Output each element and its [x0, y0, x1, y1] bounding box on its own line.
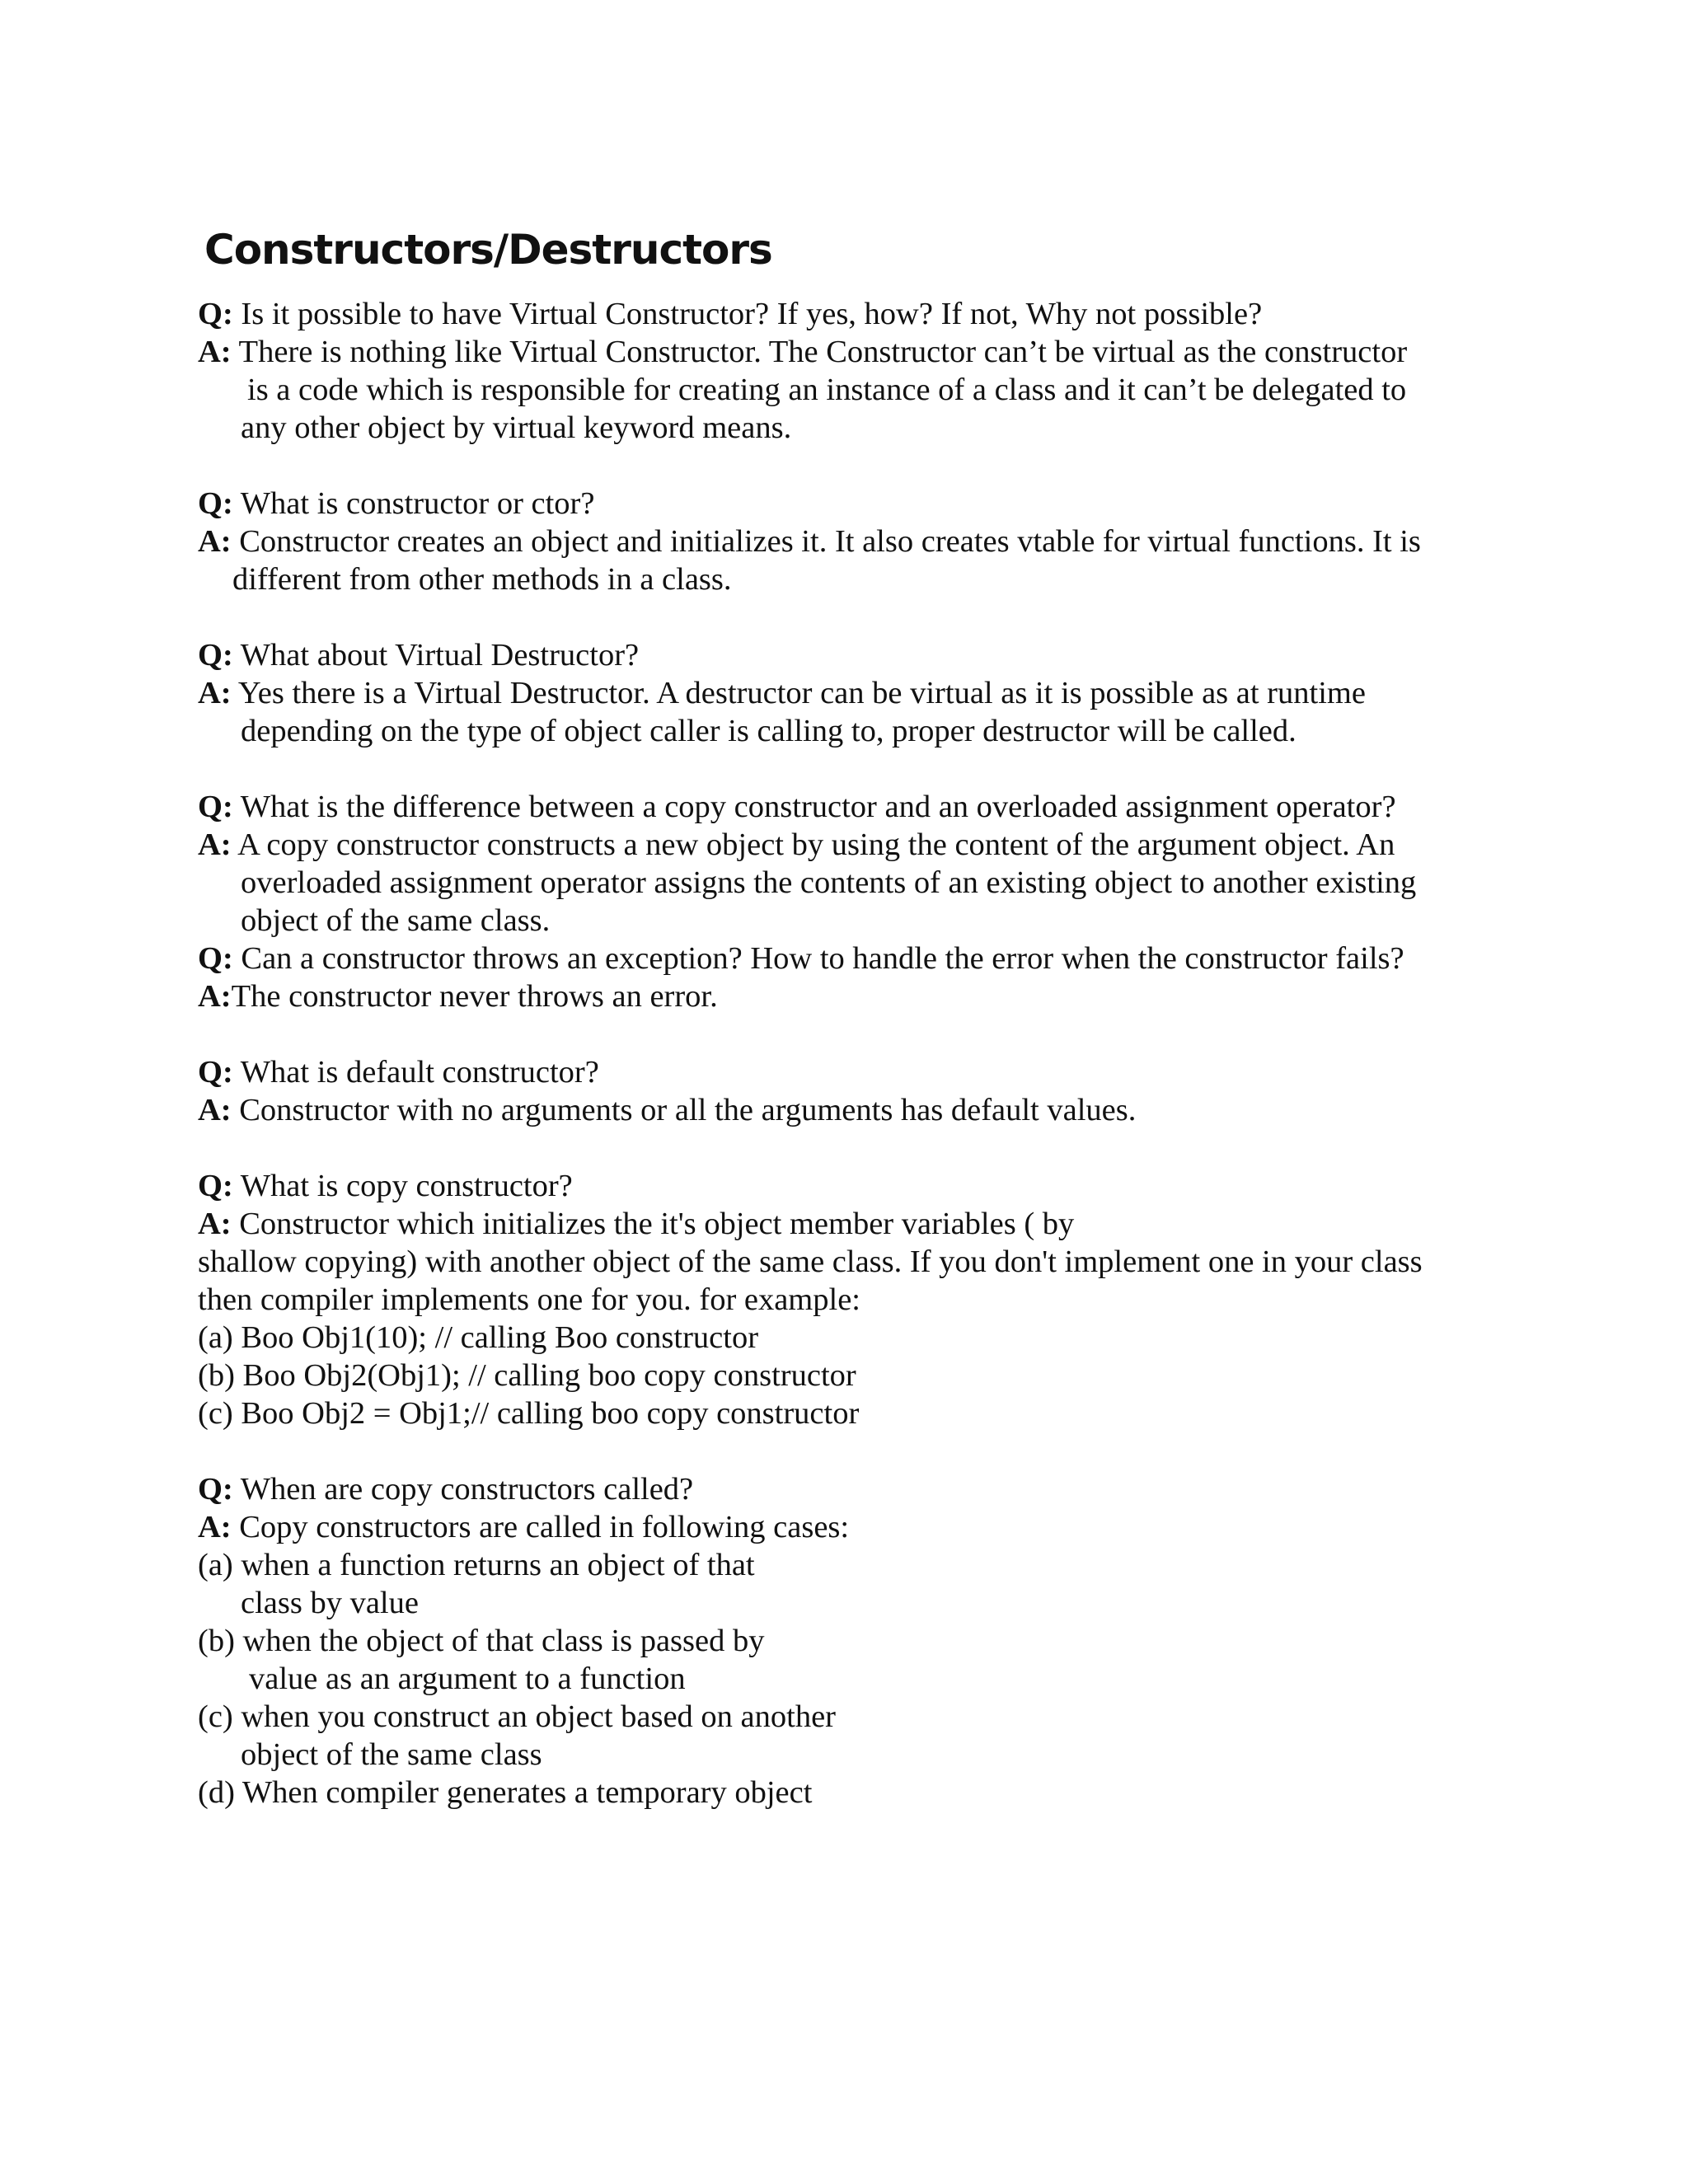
- spacer: [198, 1129, 1517, 1167]
- question-text: What about Virtual Destructor?: [232, 638, 640, 673]
- a-label: A:: [198, 676, 232, 710]
- answer-line: [198, 1205, 1517, 1243]
- answer-line: [198, 1091, 1517, 1129]
- a-label: A:: [198, 524, 232, 559]
- answer-text: Constructor creates an object and initializes it. It also creates vtable for virtual functions. It is: [231, 524, 1421, 559]
- question-text: What is copy constructor?: [232, 1169, 573, 1203]
- answer-line: [198, 977, 1517, 1015]
- q-label: Q:: [198, 1169, 233, 1203]
- question-text: Is it possible to have Virtual Constructor? If yes, how? If not, Why not possible?: [232, 297, 1263, 331]
- answer-continuation: different from other methods in a class.: [232, 562, 732, 597]
- question-line: [198, 940, 1517, 977]
- q-label: Q:: [198, 297, 233, 331]
- question-text: Can a constructor throws an exception? How to handle the error when the constructor fails?: [232, 941, 1404, 976]
- q-label: Q:: [198, 486, 233, 521]
- answer-line: [198, 674, 1517, 712]
- question-line: [198, 636, 1517, 674]
- case-line: (b) when the object of that class is passed by: [198, 1624, 765, 1658]
- question-text: What is default constructor?: [232, 1055, 599, 1090]
- qa-content: [198, 295, 1517, 1811]
- question-line: [198, 1167, 1517, 1205]
- q-label: Q:: [198, 1055, 233, 1090]
- question-line: [198, 485, 1517, 523]
- answer-continuation: object of the same class.: [241, 903, 551, 938]
- a-label: A:: [198, 979, 232, 1014]
- case-line: (c) when you construct an object based on another: [198, 1699, 837, 1734]
- question-text: When are copy constructors called?: [232, 1472, 694, 1507]
- a-label: A:: [198, 1093, 232, 1127]
- answer-continuation: depending on the type of object caller is calling to, proper destructor will be called.: [241, 714, 1296, 748]
- answer-continuation: is a code which is responsible for creating an instance of a class and it can’t be delegated to: [247, 373, 1407, 407]
- question-text: What is the difference between a copy constructor and an overloaded assignment operator?: [232, 790, 1396, 824]
- answer-text-line: then compiler implements one for you. for example:: [198, 1282, 860, 1317]
- spacer: [198, 1432, 1517, 1470]
- question-line: [198, 295, 1517, 333]
- example-line: (a) Boo Obj1(10); // calling Boo constructor: [198, 1320, 759, 1355]
- case-continuation: object of the same class: [241, 1737, 542, 1772]
- a-label: A:: [198, 827, 232, 862]
- question-text: What is constructor or ctor?: [232, 486, 595, 521]
- answer-text: A copy constructor constructs a new object by using the content of the argument object. An: [231, 827, 1395, 862]
- answer-text: Copy constructors are called in following cases:: [231, 1510, 850, 1544]
- case-continuation: class by value: [241, 1586, 419, 1620]
- q-label: Q:: [198, 941, 233, 976]
- spacer: [198, 598, 1517, 636]
- example-line: (b) Boo Obj2(Obj1); // calling boo copy constructor: [198, 1358, 856, 1393]
- spacer: [198, 447, 1517, 485]
- a-label: A:: [198, 335, 232, 369]
- answer-text: Constructor with no arguments or all the arguments has default values.: [231, 1093, 1137, 1127]
- spacer: [198, 750, 1517, 788]
- question-line: [198, 788, 1517, 826]
- q-label: Q:: [198, 790, 233, 824]
- q-label: Q:: [198, 1472, 233, 1507]
- question-line: [198, 1053, 1517, 1091]
- answer-text: Yes there is a Virtual Destructor. A destructor can be virtual as it is possible as at runtime: [231, 676, 1366, 710]
- answer-line: [198, 333, 1517, 371]
- answer-text: There is nothing like Virtual Constructor. The Constructor can’t be virtual as the constructor: [231, 335, 1408, 369]
- answer-text-line: shallow copying) with another object of the same class. If you don't implement one in your class: [198, 1244, 1423, 1279]
- page-title: Constructors/Destructors: [204, 226, 772, 274]
- q-label: Q:: [198, 638, 233, 673]
- case-continuation: value as an argument to a function: [249, 1661, 686, 1696]
- case-line: (a) when a function returns an object of that: [198, 1548, 755, 1582]
- case-line: (d) When compiler generates a temporary object: [198, 1775, 813, 1810]
- answer-text: Constructor which initializes the it's object member variables ( by: [231, 1207, 1075, 1241]
- answer-continuation: any other object by virtual keyword means.: [241, 410, 792, 445]
- answer-continuation: overloaded assignment operator assigns the contents of an existing object to another existing: [241, 865, 1417, 900]
- a-label: A:: [198, 1510, 232, 1544]
- answer-line: [198, 523, 1517, 560]
- answer-text: The constructor never throws an error.: [231, 979, 718, 1014]
- answer-line: [198, 1508, 1517, 1546]
- answer-line: [198, 826, 1517, 864]
- question-line: [198, 1470, 1517, 1508]
- example-line: (c) Boo Obj2 = Obj1;// calling boo copy constructor: [198, 1396, 860, 1431]
- spacer: [198, 1015, 1517, 1053]
- a-label: A:: [198, 1207, 232, 1241]
